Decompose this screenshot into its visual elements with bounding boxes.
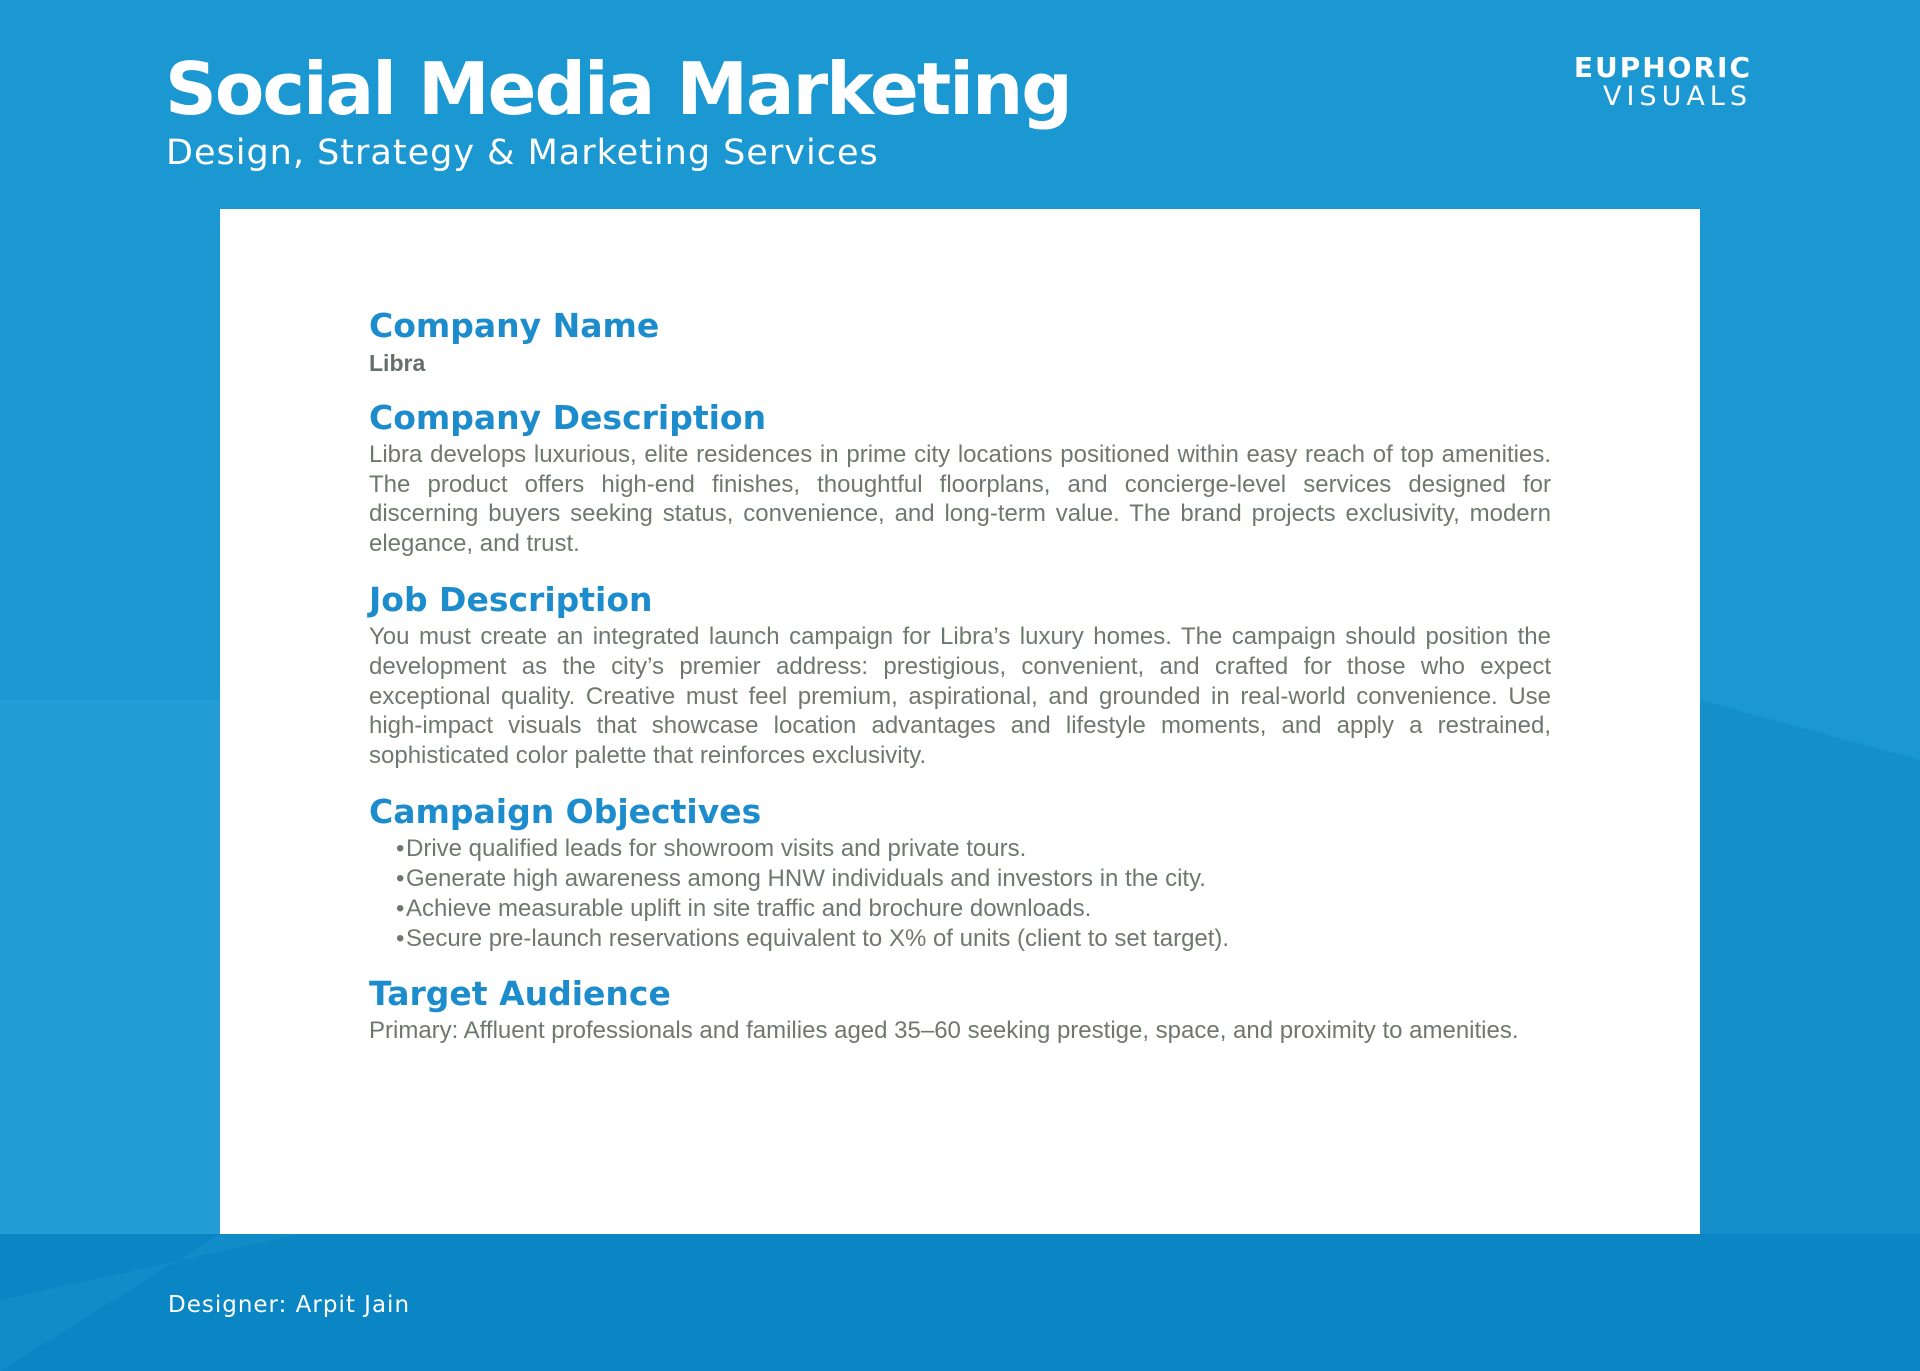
target-audience-heading: Target Audience [369,974,671,1014]
company-description-heading: Company Description [369,398,767,437]
campaign-objectives-heading: Campaign Objectives [369,792,762,832]
bullet-icon: • [396,865,405,893]
designer-credit: Designer: Arpit Jain [168,1292,411,1318]
list-item [396,864,1551,894]
brief-content [369,304,1551,1066]
list-item [396,894,1551,924]
target-audience-text: Primary: Affluent professionals and families aged 35–60 seeking prestige, space, and proximity to amenities. [369,1017,1519,1045]
brand-logo [1540,53,1752,111]
company-name-value: Libra [369,350,426,376]
list-item [396,834,1551,864]
objective-text: Secure pre-launch reservations equivalent to X% of units (client to set target). [406,925,1230,953]
page-subtitle: Design, Strategy & Marketing Services [166,133,879,173]
bullet-icon: • [396,895,405,923]
objective-text: Generate high awareness among HNW individuals and investors in the city. [406,865,1206,893]
job-description-text: You must create an integrated launch campaign for Libra’s luxury homes. The campaign should position the development as the city’s premier address: prestigious, convenient, and crafted for those who expect exceptional quality. Creative must feel premium, aspirational, and grounded in real-world convenience. Use high-impact visuals that showcase location advantages and lifestyle moments, and apply a restrained, sophisticated color palette that reinforces exclusivity. [369,623,1551,769]
objective-text: Achieve measurable uplift in site traffic and brochure downloads. [406,895,1092,923]
page-title: Social Media Marketing [165,47,1071,131]
company-name-heading: Company Name [369,306,660,345]
company-description-text: Libra develops luxurious, elite residences in prime city locations positioned within easy reach of top amenities. The product offers high-end finishes, thoughtful floorplans, and concierge-level services designed for discerning buyers seeking status, convenience, and long-term value. The brand projects exclusivity, modern elegance, and trust. [369,441,1551,557]
bullet-icon: • [396,835,405,863]
job-description-heading: Job Description [369,580,653,620]
bullet-icon: • [396,925,405,953]
brief-card [220,209,1700,1234]
list-item [396,924,1551,954]
brand-logo-line2: VISUALS [1603,81,1752,112]
objective-text: Drive qualified leads for showroom visits and private tours. [406,835,1027,863]
brand-logo-line1: EUPHORIC [1573,51,1752,84]
campaign-objectives-list [369,834,1551,954]
